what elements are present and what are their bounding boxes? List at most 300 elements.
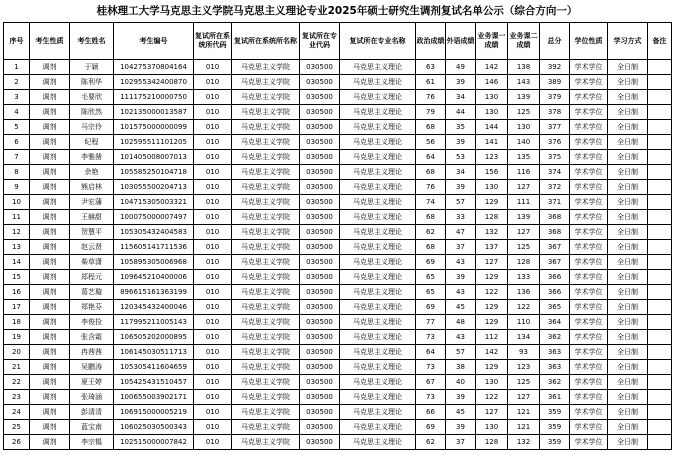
dept-name-cell: 马克思主义学院 bbox=[232, 285, 300, 300]
seq-cell: 26 bbox=[4, 435, 30, 450]
total-score-cell: 377 bbox=[540, 120, 570, 135]
type-cell: 调剂 bbox=[30, 75, 70, 90]
type-cell: 调剂 bbox=[30, 420, 70, 435]
major-name-cell: 马克思主义理论 bbox=[340, 195, 416, 210]
degree-type-cell: 学术学位 bbox=[570, 420, 608, 435]
dept-name-cell: 马克思主义学院 bbox=[232, 255, 300, 270]
degree-type-cell: 学术学位 bbox=[570, 300, 608, 315]
header-cell: 总分 bbox=[540, 23, 570, 60]
study-mode-cell: 全日制 bbox=[608, 330, 648, 345]
major-name-cell: 马克思主义理论 bbox=[340, 210, 416, 225]
major-name-cell: 马克思主义理论 bbox=[340, 420, 416, 435]
exam-id-cell: 106505202000895 bbox=[114, 330, 194, 345]
table-row bbox=[4, 345, 672, 360]
type-cell: 调剂 bbox=[30, 360, 70, 375]
total-score-cell: 375 bbox=[540, 150, 570, 165]
study-mode-cell: 全日制 bbox=[608, 375, 648, 390]
seq-cell: 3 bbox=[4, 90, 30, 105]
total-score-cell: 372 bbox=[540, 180, 570, 195]
language-score-cell: 57 bbox=[446, 345, 476, 360]
major-name-cell: 马克思主义理论 bbox=[340, 285, 416, 300]
subject1-score-cell: 130 bbox=[476, 375, 508, 390]
dept-name-cell: 马克思主义学院 bbox=[232, 135, 300, 150]
remark-cell bbox=[648, 195, 672, 210]
remark-cell bbox=[648, 240, 672, 255]
major-code-cell: 030500 bbox=[300, 330, 340, 345]
table-row bbox=[4, 270, 672, 285]
seq-cell: 12 bbox=[4, 225, 30, 240]
major-code-cell: 030500 bbox=[300, 300, 340, 315]
major-code-cell: 030500 bbox=[300, 180, 340, 195]
subject1-score-cell: 130 bbox=[476, 420, 508, 435]
total-score-cell: 365 bbox=[540, 300, 570, 315]
major-name-cell: 马克思主义理论 bbox=[340, 240, 416, 255]
type-cell: 调剂 bbox=[30, 210, 70, 225]
seq-cell: 25 bbox=[4, 420, 30, 435]
major-code-cell: 030500 bbox=[300, 135, 340, 150]
name-cell: 于颖 bbox=[70, 60, 114, 75]
politics-score-cell: 65 bbox=[416, 270, 446, 285]
dept-name-cell: 马克思主义学院 bbox=[232, 330, 300, 345]
subject1-score-cell: 146 bbox=[476, 75, 508, 90]
header-cell: 备注 bbox=[648, 23, 672, 60]
politics-score-cell: 73 bbox=[416, 360, 446, 375]
language-score-cell: 39 bbox=[446, 180, 476, 195]
remark-cell bbox=[648, 150, 672, 165]
seq-cell: 1 bbox=[4, 60, 30, 75]
type-cell: 调剂 bbox=[30, 255, 70, 270]
table-row bbox=[4, 315, 672, 330]
study-mode-cell: 全日制 bbox=[608, 90, 648, 105]
dept-name-cell: 马克思主义学院 bbox=[232, 225, 300, 240]
subject2-score-cell: 123 bbox=[508, 360, 540, 375]
major-name-cell: 马克思主义理论 bbox=[340, 135, 416, 150]
language-score-cell: 39 bbox=[446, 420, 476, 435]
remark-cell bbox=[648, 315, 672, 330]
exam-id-cell: 102515000007842 bbox=[114, 435, 194, 450]
remark-cell bbox=[648, 60, 672, 75]
major-name-cell: 马克思主义理论 bbox=[340, 60, 416, 75]
politics-score-cell: 62 bbox=[416, 435, 446, 450]
type-cell: 调剂 bbox=[30, 195, 70, 210]
dept-code-cell: 010 bbox=[194, 300, 232, 315]
seq-cell: 17 bbox=[4, 300, 30, 315]
study-mode-cell: 全日制 bbox=[608, 285, 648, 300]
seq-cell: 19 bbox=[4, 330, 30, 345]
seq-cell: 10 bbox=[4, 195, 30, 210]
dept-name-cell: 马克思主义学院 bbox=[232, 345, 300, 360]
exam-id-cell: 100655003902171 bbox=[114, 390, 194, 405]
header-cell: 学习方式 bbox=[608, 23, 648, 60]
type-cell: 调剂 bbox=[30, 105, 70, 120]
seq-cell: 21 bbox=[4, 360, 30, 375]
language-score-cell: 37 bbox=[446, 240, 476, 255]
table-row bbox=[4, 390, 672, 405]
type-cell: 调剂 bbox=[30, 225, 70, 240]
total-score-cell: 371 bbox=[540, 195, 570, 210]
type-cell: 调剂 bbox=[30, 375, 70, 390]
subject2-score-cell: 125 bbox=[508, 375, 540, 390]
dept-name-cell: 马克思主义学院 bbox=[232, 90, 300, 105]
major-code-cell: 030500 bbox=[300, 225, 340, 240]
name-cell: 张含霜 bbox=[70, 330, 114, 345]
name-cell: 吴鹏涛 bbox=[70, 360, 114, 375]
dept-name-cell: 马克思主义学院 bbox=[232, 300, 300, 315]
major-code-cell: 030500 bbox=[300, 405, 340, 420]
seq-cell: 20 bbox=[4, 345, 30, 360]
type-cell: 调剂 bbox=[30, 240, 70, 255]
major-code-cell: 030500 bbox=[300, 150, 340, 165]
dept-name-cell: 马克思主义学院 bbox=[232, 375, 300, 390]
remark-cell bbox=[648, 120, 672, 135]
table-row bbox=[4, 435, 672, 450]
remark-cell bbox=[648, 330, 672, 345]
politics-score-cell: 77 bbox=[416, 315, 446, 330]
exam-id-cell: 100075000007497 bbox=[114, 210, 194, 225]
major-name-cell: 马克思主义理论 bbox=[340, 105, 416, 120]
remark-cell bbox=[648, 90, 672, 105]
candidate-table bbox=[3, 22, 672, 450]
dept-code-cell: 010 bbox=[194, 225, 232, 240]
table-row bbox=[4, 135, 672, 150]
header-cell: 复试所在系统所代码 bbox=[194, 23, 232, 60]
study-mode-cell: 全日制 bbox=[608, 60, 648, 75]
table-row bbox=[4, 105, 672, 120]
subject1-score-cell: 129 bbox=[476, 270, 508, 285]
exam-id-cell: 102135000013587 bbox=[114, 105, 194, 120]
language-score-cell: 34 bbox=[446, 90, 476, 105]
header-cell: 政治成绩 bbox=[416, 23, 446, 60]
total-score-cell: 366 bbox=[540, 285, 570, 300]
seq-cell: 5 bbox=[4, 120, 30, 135]
dept-code-cell: 010 bbox=[194, 105, 232, 120]
exam-id-cell: 101405008007013 bbox=[114, 150, 194, 165]
language-score-cell: 39 bbox=[446, 135, 476, 150]
subject1-score-cell: 130 bbox=[476, 105, 508, 120]
table-row bbox=[4, 165, 672, 180]
major-code-cell: 030500 bbox=[300, 315, 340, 330]
name-cell: 彭清清 bbox=[70, 405, 114, 420]
dept-code-cell: 010 bbox=[194, 330, 232, 345]
degree-type-cell: 学术学位 bbox=[570, 375, 608, 390]
name-cell: 陈欣然 bbox=[70, 105, 114, 120]
type-cell: 调剂 bbox=[30, 300, 70, 315]
table-row bbox=[4, 195, 672, 210]
subject2-score-cell: 121 bbox=[508, 405, 540, 420]
seq-cell: 7 bbox=[4, 150, 30, 165]
politics-score-cell: 76 bbox=[416, 90, 446, 105]
language-score-cell: 49 bbox=[446, 60, 476, 75]
dept-name-cell: 马克思主义学院 bbox=[232, 105, 300, 120]
header-cell: 序号 bbox=[4, 23, 30, 60]
header-cell: 复试所在系统所名称 bbox=[232, 23, 300, 60]
language-score-cell: 43 bbox=[446, 255, 476, 270]
seq-cell: 22 bbox=[4, 375, 30, 390]
dept-name-cell: 马克思主义学院 bbox=[232, 120, 300, 135]
subject2-score-cell: 135 bbox=[508, 150, 540, 165]
major-code-cell: 030500 bbox=[300, 420, 340, 435]
name-cell: 余艳 bbox=[70, 165, 114, 180]
dept-code-cell: 010 bbox=[194, 165, 232, 180]
total-score-cell: 374 bbox=[540, 165, 570, 180]
table-row bbox=[4, 180, 672, 195]
dept-name-cell: 马克思主义学院 bbox=[232, 150, 300, 165]
degree-type-cell: 学术学位 bbox=[570, 225, 608, 240]
remark-cell bbox=[648, 210, 672, 225]
politics-score-cell: 64 bbox=[416, 150, 446, 165]
major-code-cell: 030500 bbox=[300, 375, 340, 390]
type-cell: 调剂 bbox=[30, 345, 70, 360]
header-cell: 外语成绩 bbox=[446, 23, 476, 60]
dept-code-cell: 010 bbox=[194, 270, 232, 285]
subject1-score-cell: 156 bbox=[476, 165, 508, 180]
politics-score-cell: 56 bbox=[416, 135, 446, 150]
type-cell: 调剂 bbox=[30, 315, 70, 330]
politics-score-cell: 61 bbox=[416, 75, 446, 90]
subject2-score-cell: 125 bbox=[508, 240, 540, 255]
name-cell: 赵云贤 bbox=[70, 240, 114, 255]
language-score-cell: 48 bbox=[446, 315, 476, 330]
name-cell: 毛要欣 bbox=[70, 90, 114, 105]
dept-code-cell: 010 bbox=[194, 255, 232, 270]
subject1-score-cell: 144 bbox=[476, 120, 508, 135]
name-cell: 冉茜茜 bbox=[70, 345, 114, 360]
study-mode-cell: 全日制 bbox=[608, 105, 648, 120]
subject1-score-cell: 129 bbox=[476, 195, 508, 210]
remark-cell bbox=[648, 420, 672, 435]
name-cell: 葛艺璇 bbox=[70, 285, 114, 300]
header-cell: 复试所在专业名称 bbox=[340, 23, 416, 60]
exam-id-cell: 105585250104718 bbox=[114, 165, 194, 180]
name-cell: 张琦涵 bbox=[70, 390, 114, 405]
seq-cell: 23 bbox=[4, 390, 30, 405]
exam-id-cell: 105305411604659 bbox=[114, 360, 194, 375]
politics-score-cell: 68 bbox=[416, 210, 446, 225]
dept-code-cell: 010 bbox=[194, 375, 232, 390]
dept-name-cell: 马克思主义学院 bbox=[232, 405, 300, 420]
name-cell: 柴草潇 bbox=[70, 255, 114, 270]
major-name-cell: 马克思主义理论 bbox=[340, 165, 416, 180]
subject2-score-cell: 139 bbox=[508, 90, 540, 105]
study-mode-cell: 全日制 bbox=[608, 75, 648, 90]
seq-cell: 15 bbox=[4, 270, 30, 285]
exam-id-cell: 103055500204713 bbox=[114, 180, 194, 195]
subject2-score-cell: 110 bbox=[508, 315, 540, 330]
remark-cell bbox=[648, 75, 672, 90]
study-mode-cell: 全日制 bbox=[608, 210, 648, 225]
degree-type-cell: 学术学位 bbox=[570, 285, 608, 300]
study-mode-cell: 全日制 bbox=[608, 180, 648, 195]
table-row bbox=[4, 420, 672, 435]
major-code-cell: 030500 bbox=[300, 285, 340, 300]
subject2-score-cell: 139 bbox=[508, 210, 540, 225]
name-cell: 熊启林 bbox=[70, 180, 114, 195]
major-code-cell: 030500 bbox=[300, 75, 340, 90]
subject2-score-cell: 143 bbox=[508, 75, 540, 90]
name-cell: 郑艳芬 bbox=[70, 300, 114, 315]
remark-cell bbox=[648, 345, 672, 360]
degree-type-cell: 学术学位 bbox=[570, 60, 608, 75]
name-cell: 贺慧平 bbox=[70, 225, 114, 240]
study-mode-cell: 全日制 bbox=[608, 240, 648, 255]
exam-id-cell: 101575000000099 bbox=[114, 120, 194, 135]
total-score-cell: 362 bbox=[540, 375, 570, 390]
name-cell: 马宗伶 bbox=[70, 120, 114, 135]
total-score-cell: 368 bbox=[540, 225, 570, 240]
total-score-cell: 367 bbox=[540, 255, 570, 270]
dept-code-cell: 010 bbox=[194, 75, 232, 90]
total-score-cell: 364 bbox=[540, 315, 570, 330]
subject1-score-cell: 128 bbox=[476, 210, 508, 225]
seq-cell: 11 bbox=[4, 210, 30, 225]
exam-id-cell: 106145030511713 bbox=[114, 345, 194, 360]
name-cell: 李俊捡 bbox=[70, 315, 114, 330]
exam-id-cell: 104275370804164 bbox=[114, 60, 194, 75]
subject1-score-cell: 123 bbox=[476, 150, 508, 165]
language-score-cell: 37 bbox=[446, 435, 476, 450]
exam-id-cell: 106915000005219 bbox=[114, 405, 194, 420]
major-name-cell: 马克思主义理论 bbox=[340, 300, 416, 315]
politics-score-cell: 68 bbox=[416, 165, 446, 180]
major-code-cell: 030500 bbox=[300, 435, 340, 450]
politics-score-cell: 66 bbox=[416, 405, 446, 420]
degree-type-cell: 学术学位 bbox=[570, 75, 608, 90]
politics-score-cell: 68 bbox=[416, 240, 446, 255]
dept-code-cell: 010 bbox=[194, 180, 232, 195]
type-cell: 调剂 bbox=[30, 330, 70, 345]
dept-name-cell: 马克思主义学院 bbox=[232, 270, 300, 285]
name-cell: 夏王婷 bbox=[70, 375, 114, 390]
table-row bbox=[4, 375, 672, 390]
seq-cell: 9 bbox=[4, 180, 30, 195]
type-cell: 调剂 bbox=[30, 390, 70, 405]
study-mode-cell: 全日制 bbox=[608, 360, 648, 375]
subject1-score-cell: 130 bbox=[476, 180, 508, 195]
total-score-cell: 359 bbox=[540, 435, 570, 450]
type-cell: 调剂 bbox=[30, 90, 70, 105]
seq-cell: 13 bbox=[4, 240, 30, 255]
major-code-cell: 030500 bbox=[300, 345, 340, 360]
language-score-cell: 53 bbox=[446, 150, 476, 165]
remark-cell bbox=[648, 390, 672, 405]
dept-code-cell: 010 bbox=[194, 150, 232, 165]
politics-score-cell: 69 bbox=[416, 300, 446, 315]
major-code-cell: 030500 bbox=[300, 60, 340, 75]
dept-code-cell: 010 bbox=[194, 360, 232, 375]
total-score-cell: 379 bbox=[540, 90, 570, 105]
study-mode-cell: 全日制 bbox=[608, 390, 648, 405]
subject1-score-cell: 128 bbox=[476, 435, 508, 450]
table-row bbox=[4, 150, 672, 165]
study-mode-cell: 全日制 bbox=[608, 225, 648, 240]
language-score-cell: 39 bbox=[446, 270, 476, 285]
total-score-cell: 359 bbox=[540, 405, 570, 420]
type-cell: 调剂 bbox=[30, 120, 70, 135]
language-score-cell: 43 bbox=[446, 330, 476, 345]
major-name-cell: 马克思主义理论 bbox=[340, 330, 416, 345]
table-row bbox=[4, 285, 672, 300]
politics-score-cell: 74 bbox=[416, 195, 446, 210]
type-cell: 调剂 bbox=[30, 180, 70, 195]
politics-score-cell: 65 bbox=[416, 285, 446, 300]
study-mode-cell: 全日制 bbox=[608, 270, 648, 285]
study-mode-cell: 全日制 bbox=[608, 255, 648, 270]
seq-cell: 6 bbox=[4, 135, 30, 150]
language-score-cell: 40 bbox=[446, 375, 476, 390]
subject1-score-cell: 142 bbox=[476, 60, 508, 75]
exam-id-cell: 102955342400870 bbox=[114, 75, 194, 90]
major-code-cell: 030500 bbox=[300, 210, 340, 225]
name-cell: 纪程 bbox=[70, 135, 114, 150]
degree-type-cell: 学术学位 bbox=[570, 345, 608, 360]
total-score-cell: 368 bbox=[540, 210, 570, 225]
exam-id-cell: 105425431510457 bbox=[114, 375, 194, 390]
dept-name-cell: 马克思主义学院 bbox=[232, 435, 300, 450]
degree-type-cell: 学术学位 bbox=[570, 90, 608, 105]
table-row bbox=[4, 255, 672, 270]
subject1-score-cell: 122 bbox=[476, 285, 508, 300]
degree-type-cell: 学术学位 bbox=[570, 210, 608, 225]
name-cell: 郑程元 bbox=[70, 270, 114, 285]
major-name-cell: 马克思主义理论 bbox=[340, 345, 416, 360]
subject1-score-cell: 137 bbox=[476, 240, 508, 255]
dept-name-cell: 马克思主义学院 bbox=[232, 315, 300, 330]
major-name-cell: 马克思主义理论 bbox=[340, 180, 416, 195]
total-score-cell: 392 bbox=[540, 60, 570, 75]
type-cell: 调剂 bbox=[30, 150, 70, 165]
politics-score-cell: 69 bbox=[416, 255, 446, 270]
total-score-cell: 359 bbox=[540, 420, 570, 435]
politics-score-cell: 69 bbox=[416, 420, 446, 435]
major-name-cell: 马克思主义理论 bbox=[340, 435, 416, 450]
language-score-cell: 33 bbox=[446, 210, 476, 225]
table-row bbox=[4, 300, 672, 315]
politics-score-cell: 68 bbox=[416, 120, 446, 135]
subject1-score-cell: 129 bbox=[476, 360, 508, 375]
politics-score-cell: 64 bbox=[416, 345, 446, 360]
exam-id-cell: 109645210400006 bbox=[114, 270, 194, 285]
name-cell: 李宗韫 bbox=[70, 435, 114, 450]
subject2-score-cell: 93 bbox=[508, 345, 540, 360]
remark-cell bbox=[648, 255, 672, 270]
header-cell: 复试所在专业代码 bbox=[300, 23, 340, 60]
header-cell: 考生编号 bbox=[114, 23, 194, 60]
language-score-cell: 35 bbox=[446, 120, 476, 135]
remark-cell bbox=[648, 300, 672, 315]
politics-score-cell: 79 bbox=[416, 105, 446, 120]
language-score-cell: 45 bbox=[446, 300, 476, 315]
degree-type-cell: 学术学位 bbox=[570, 180, 608, 195]
degree-type-cell: 学术学位 bbox=[570, 435, 608, 450]
study-mode-cell: 全日制 bbox=[608, 135, 648, 150]
type-cell: 调剂 bbox=[30, 165, 70, 180]
degree-type-cell: 学术学位 bbox=[570, 405, 608, 420]
politics-score-cell: 73 bbox=[416, 390, 446, 405]
subject2-score-cell: 116 bbox=[508, 165, 540, 180]
table-row bbox=[4, 225, 672, 240]
language-score-cell: 57 bbox=[446, 195, 476, 210]
dept-name-cell: 马克思主义学院 bbox=[232, 180, 300, 195]
subject1-score-cell: 127 bbox=[476, 405, 508, 420]
degree-type-cell: 学术学位 bbox=[570, 165, 608, 180]
major-code-cell: 030500 bbox=[300, 165, 340, 180]
dept-name-cell: 马克思主义学院 bbox=[232, 390, 300, 405]
total-score-cell: 366 bbox=[540, 270, 570, 285]
remark-cell bbox=[648, 270, 672, 285]
remark-cell bbox=[648, 180, 672, 195]
major-name-cell: 马克思主义理论 bbox=[340, 120, 416, 135]
header-cell: 业务课二成绩 bbox=[508, 23, 540, 60]
